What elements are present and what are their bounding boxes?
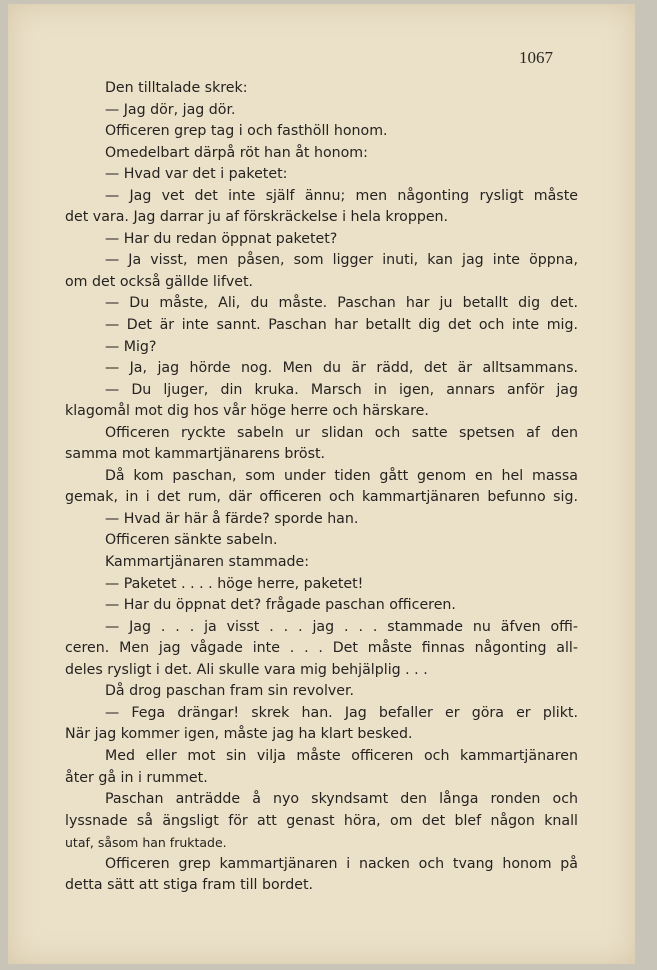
text-line: — Fega drängar! skrek han. Jag befaller er göra er plikt. bbox=[105, 704, 578, 721]
text-line: det vara. Jag darrar ju af förskräckelse i hela kroppen. bbox=[65, 209, 449, 226]
text-line: — Jag dör, jag dör. bbox=[105, 101, 236, 118]
text-line: lyssnade så ängsligt för att genast höra, om det blef någon knall bbox=[65, 812, 578, 829]
text-line: — Har du redan öppnat paketet? bbox=[105, 230, 338, 247]
text-line: Kammartjänaren stammade: bbox=[105, 554, 310, 571]
text-line: utaf, såsom han fruktade. bbox=[65, 835, 227, 851]
text-line: Paschan anträdde å nyo skyndsamt den långa ronden och bbox=[105, 791, 578, 808]
text-line: Officeren grep kammartjänaren i nacken och tvang honom på bbox=[105, 855, 578, 872]
page-number: 1067 bbox=[519, 48, 553, 67]
book-page bbox=[8, 4, 635, 964]
text-line: — Hvad är här å färde? sporde han. bbox=[105, 510, 359, 527]
text-line: deles rysligt i det. Ali skulle vara mig behjälplig . . . bbox=[65, 661, 428, 678]
text-line: ceren. Men jag vågade inte . . . Det måste finnas någonting all- bbox=[65, 640, 578, 657]
text-line: Då drog paschan fram sin revolver. bbox=[105, 683, 355, 700]
page-text bbox=[65, 78, 578, 897]
text-line: detta sätt att stiga fram till bordet. bbox=[65, 877, 314, 894]
text-line: samma mot kammartjänarens bröst. bbox=[65, 446, 326, 463]
text-line: — Mig? bbox=[105, 338, 157, 355]
text-line: — Hvad var det i paketet: bbox=[105, 166, 288, 183]
text-line: — Ja visst, men påsen, som ligger inuti, kan jag inte öppna, bbox=[105, 252, 578, 269]
text-line: — Det är inte sannt. Paschan har betallt dig det och inte mig. bbox=[105, 317, 578, 334]
text-line: klagomål mot dig hos vår höge herre och härskare. bbox=[65, 403, 429, 420]
text-line: Då kom paschan, som under tiden gått genom en hel massa bbox=[105, 467, 578, 484]
text-line: Officeren grep tag i och fasthöll honom. bbox=[105, 123, 388, 140]
text-line: Med eller mot sin vilja måste officeren och kammartjänaren bbox=[105, 747, 578, 764]
text-line: — Paketet . . . . höge herre, paketet! bbox=[105, 575, 364, 592]
text-line: gemak, in i det rum, där officeren och kammartjänaren befunno sig. bbox=[65, 489, 578, 506]
text-line: — Har du öppnat det? frågade paschan officeren. bbox=[105, 597, 456, 614]
text-line: — Ja, jag hörde nog. Men du är rädd, det är alltsammans. bbox=[105, 360, 578, 377]
text-line: om det också gällde lifvet. bbox=[65, 273, 254, 290]
text-line: — Du ljuger, din kruka. Marsch in igen, annars anför jag bbox=[105, 381, 578, 398]
text-line: När jag kommer igen, måste jag ha klart besked. bbox=[65, 726, 413, 743]
text-line: Omedelbart därpå röt han åt honom: bbox=[105, 144, 368, 161]
text-line: — Jag vet det inte själf ännu; men någonting rysligt måste bbox=[105, 187, 578, 204]
text-line: Officeren sänkte sabeln. bbox=[105, 532, 278, 549]
text-line: — Du måste, Ali, du måste. Paschan har ju betallt dig det. bbox=[105, 295, 578, 312]
text-line: — Jag . . . ja visst . . . jag . . . stammade nu äfven offi- bbox=[105, 618, 578, 635]
text-line: åter gå in i rummet. bbox=[65, 769, 208, 786]
text-line: Den tilltalade skrek: bbox=[105, 80, 248, 96]
text-line: Officeren ryckte sabeln ur slidan och satte spetsen af den bbox=[105, 424, 578, 441]
